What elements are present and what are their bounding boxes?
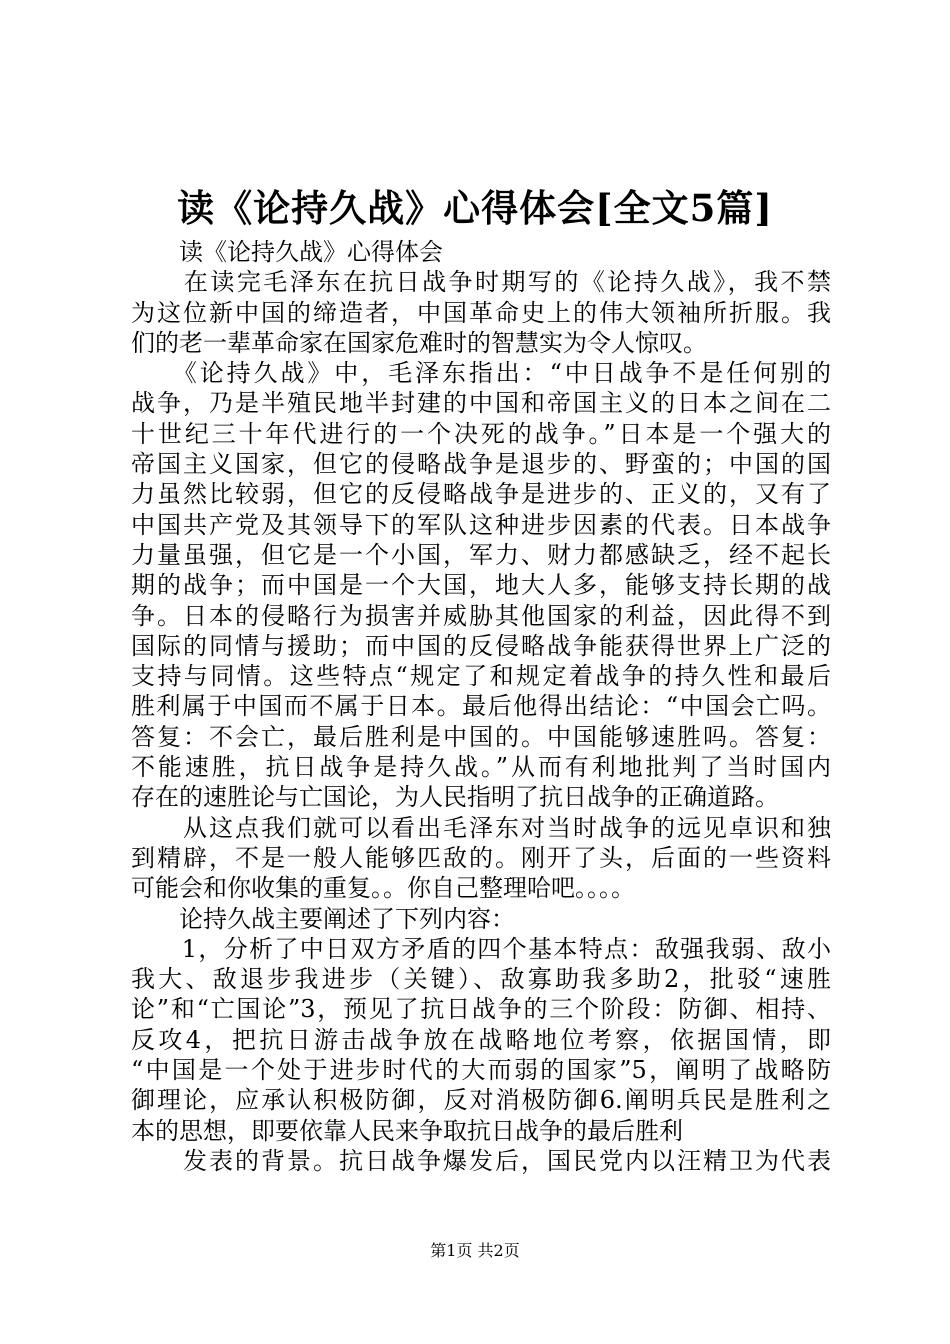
body-line: 战争，乃是半殖民地半封建的中国和帝国主义的日本之间在二 [131,389,831,418]
body-line: 读《论持久战》心得体会 [131,238,443,266]
body-line: 我大、敌退步我进步（关键）、敌寡助我多助2，批驳“速胜 [131,965,831,994]
body-line: “中国是一个处于进步时代的大而弱的国家”5，阐明了战略防 [131,1056,831,1085]
body-line: 论”和“亡国论”3，预见了抗日战争的三个阶段：防御、相持、 [131,995,831,1024]
page-footer: 第1页 共2页 [430,1241,520,1260]
body-line: 支持与同情。这些特点“规定了和规定着战争的持久性和最后 [131,662,831,691]
document-body [131,237,831,1176]
body-line: 《论持久战》中，毛泽东指出：“中日战争不是任何别的 [131,359,831,388]
body-line: 争。日本的侵略行为损害并威胁其他国家的利益，因此得不到 [131,601,831,630]
body-line: 1，分析了中日双方矛盾的四个基本特点：敌强我弱、敌小 [131,934,831,963]
body-line: 们的老一辈革命家在国家危难时的智慧实为令人惊叹。 [131,328,707,357]
document-title: 读《论持久战》心得体会[全文5篇] [177,186,773,230]
body-line: 不能速胜，抗日战争是持久战。”从而有利地批判了当时国内 [131,753,831,782]
body-line: 为这位新中国的缔造者，中国革命史上的伟大领袖所折服。我 [131,298,831,327]
body-line: 十世纪三十年代进行的一个决死的战争。”日本是一个强大的 [131,419,831,448]
body-line: 在读完毛泽东在抗日战争时期写的《论持久战》，我不禁 [131,268,831,297]
body-line: 胜利属于中国而不属于日本。最后他得出结论：“中国会亡吗。 [131,692,831,721]
body-line: 本的思想，即要依靠人民来争取抗日战争的最后胜利 [131,1116,683,1145]
body-line: 中国共产党及其领导下的军队这种进步因素的代表。日本战争 [131,510,831,539]
body-line: 御理论，应承认积极防御，反对消极防御6.阐明兵民是胜利之 [131,1086,831,1115]
body-line: 帝国主义国家，但它的侵略战争是退步的、野蛮的；中国的国 [131,450,831,479]
body-line: 反攻4，把抗日游击战争放在战略地位考察，依据国情，即 [131,1025,831,1054]
body-line: 力量虽强，但它是一个小国，军力、财力都感缺乏，经不起长 [131,540,831,569]
body-line: 发表的背景。抗日战争爆发后，国民党内以汪精卫为代表 [131,1146,831,1175]
body-line: 力虽然比较弱，但它的反侵略战争是进步的、正义的，又有了 [131,480,831,509]
body-line: 论持久战主要阐述了下列内容： [131,904,515,933]
body-line: 可能会和你收集的重复。。你自己整理哈吧。。。。 [131,874,635,903]
body-line: 答复：不会亡，最后胜利是中国的。中国能够速胜吗。答复： [131,722,831,751]
body-line: 从这点我们就可以看出毛泽东对当时战争的远见卓识和独 [131,813,831,842]
body-line: 到精辟，不是一般人能够匹敌的。刚开了头，后面的一些资料 [131,843,831,872]
body-line: 期的战争；而中国是一个大国，地大人多，能够支持长期的战 [131,571,831,600]
body-line: 存在的速胜论与亡国论，为人民指明了抗日战争的正确道路。 [131,783,779,812]
body-line: 国际的同情与援助；而中国的反侵略战争能获得世界上广泛的 [131,631,831,660]
